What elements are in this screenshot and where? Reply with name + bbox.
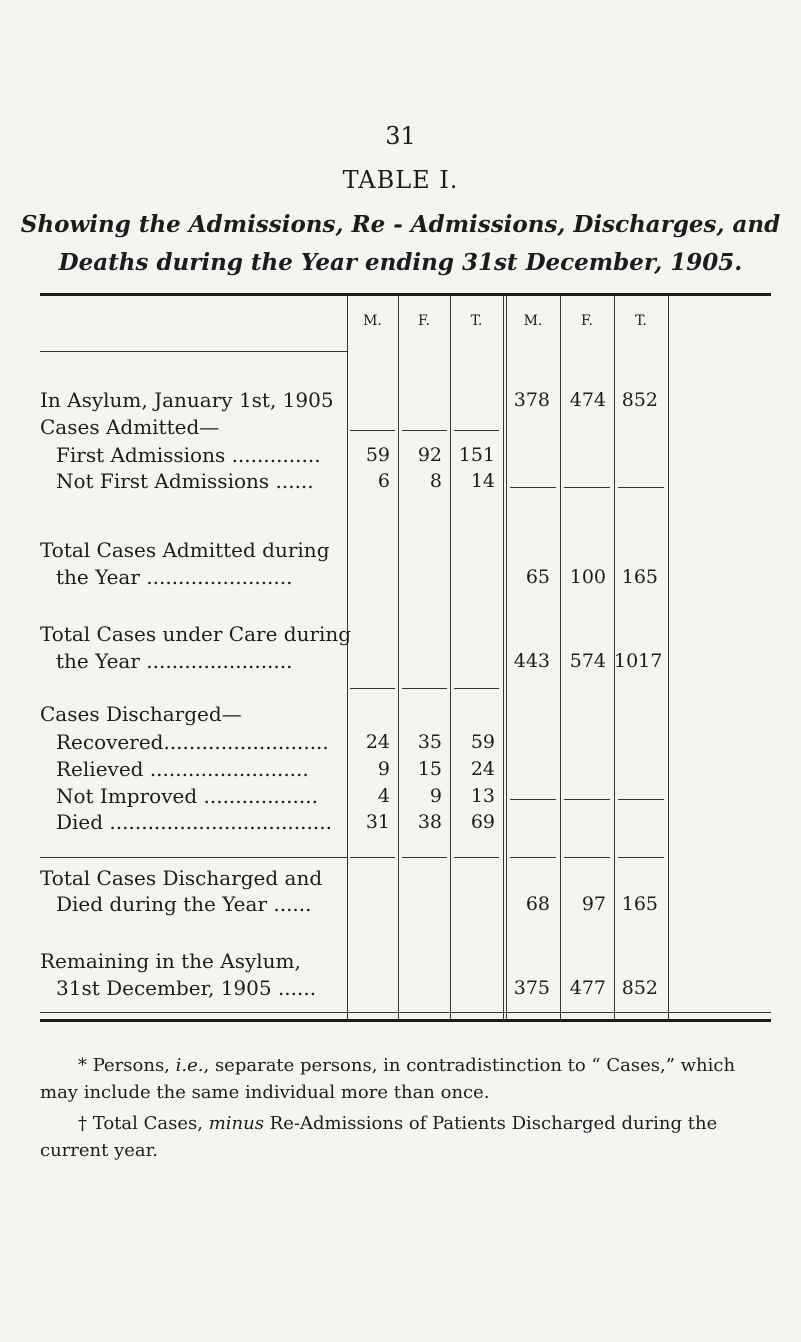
cell-in-asylum-m: 378 bbox=[513, 389, 550, 411]
cell-in-asylum-t: 852 bbox=[621, 389, 658, 411]
cell-relieved-m: 9 bbox=[377, 758, 390, 780]
top-rule bbox=[40, 293, 771, 296]
cell-total-discharged-m: 68 bbox=[525, 893, 550, 915]
row-label-cases-discharged: Cases Discharged— bbox=[40, 702, 242, 726]
row-label-total-admitted-2: the Year ....................... bbox=[56, 565, 293, 589]
header-f-right: F. bbox=[581, 313, 593, 329]
row-label-remaining-2: 31st December, 1905 ...... bbox=[56, 976, 317, 1000]
subtotal-rule bbox=[618, 857, 664, 858]
row-label-remaining-1: Remaining in the Asylum, bbox=[40, 949, 301, 973]
col-divider bbox=[347, 296, 348, 1019]
cell-recovered-t: 59 bbox=[470, 731, 495, 753]
subtotal-rule bbox=[510, 487, 556, 488]
cell-in-asylum-f: 474 bbox=[569, 389, 606, 411]
cell-total-admitted-m: 65 bbox=[525, 566, 550, 588]
cell-not-improved-m: 4 bbox=[377, 785, 390, 807]
subtitle-line-2: Deaths during the Year ending 31st December, 1905. bbox=[58, 249, 743, 276]
cell-died-f: 38 bbox=[417, 811, 442, 833]
subtotal-rule bbox=[402, 688, 447, 689]
cell-total-discharged-t: 165 bbox=[621, 893, 658, 915]
subtotal-rule bbox=[618, 799, 664, 800]
bottom-rule bbox=[40, 1019, 771, 1022]
subtotal-rule bbox=[402, 430, 447, 431]
cell-first-admissions-t: 151 bbox=[458, 444, 495, 466]
header-t-left: T. bbox=[470, 313, 483, 329]
cell-remaining-t: 852 bbox=[621, 977, 658, 999]
header-m-left: M. bbox=[363, 313, 382, 329]
cell-recovered-f: 35 bbox=[417, 731, 442, 753]
subtotal-rule bbox=[564, 857, 610, 858]
row-label-total-admitted-1: Total Cases Admitted during bbox=[40, 538, 330, 562]
cell-relieved-f: 15 bbox=[417, 758, 442, 780]
subtotal-rule bbox=[454, 857, 499, 858]
row-label-recovered: Recovered.......................... bbox=[56, 730, 329, 754]
table-subtitle bbox=[0, 206, 801, 282]
cell-remaining-m: 375 bbox=[513, 977, 550, 999]
subtotal-rule bbox=[510, 799, 556, 800]
cell-recovered-m: 24 bbox=[365, 731, 390, 753]
subtotal-rule bbox=[350, 688, 395, 689]
row-label-total-discharged-1: Total Cases Discharged and bbox=[40, 866, 323, 890]
subtotal-rule bbox=[564, 487, 610, 488]
cell-total-admitted-f: 100 bbox=[569, 566, 606, 588]
section-rule bbox=[40, 857, 347, 858]
cell-not-improved-f: 9 bbox=[429, 785, 442, 807]
subtotal-rule bbox=[564, 799, 610, 800]
header-f-left: F. bbox=[418, 313, 430, 329]
cell-total-admitted-t: 165 bbox=[621, 566, 658, 588]
cell-not-first-t: 14 bbox=[470, 470, 495, 492]
cell-total-care-m: 443 bbox=[513, 650, 550, 672]
cell-total-care-f: 574 bbox=[569, 650, 606, 672]
cell-died-t: 69 bbox=[470, 811, 495, 833]
section-rule-lower bbox=[40, 1012, 771, 1013]
col-divider bbox=[398, 296, 399, 1019]
cell-total-care-t: 1017 bbox=[614, 650, 663, 672]
row-label-total-care-1: Total Cases under Care during bbox=[40, 622, 352, 646]
table-title: TABLE I. bbox=[342, 166, 459, 194]
row-label-total-discharged-2: Died during the Year ...... bbox=[56, 892, 312, 916]
row-label-relieved: Relieved ......................... bbox=[56, 757, 309, 781]
cell-total-discharged-f: 97 bbox=[581, 893, 606, 915]
subtotal-rule bbox=[510, 857, 556, 858]
row-label-cases-admitted: Cases Admitted— bbox=[40, 415, 220, 439]
row-label-died: Died ................................... bbox=[56, 810, 332, 834]
subtotal-rule bbox=[454, 430, 499, 431]
cell-relieved-t: 24 bbox=[470, 758, 495, 780]
cell-first-admissions-f: 92 bbox=[417, 444, 442, 466]
header-m-right: M. bbox=[523, 313, 543, 329]
cell-first-admissions-m: 59 bbox=[365, 444, 390, 466]
col-divider bbox=[503, 296, 504, 1019]
row-label-total-care-2: the Year ....................... bbox=[56, 649, 293, 673]
page-number: 31 bbox=[385, 122, 416, 150]
subtitle-line-1: Showing the Admissions, Re - Admissions, Discharges, and bbox=[20, 211, 781, 238]
col-divider bbox=[668, 296, 669, 1019]
footnote-star: * Persons, i.e., separate persons, in contradistinction to “ Cases,” which may include the same individual more than once. bbox=[40, 1055, 736, 1103]
row-label-not-improved: Not Improved .................. bbox=[56, 784, 318, 808]
cell-remaining-f: 477 bbox=[569, 977, 606, 999]
cell-not-first-m: 6 bbox=[377, 470, 390, 492]
header-rule bbox=[40, 351, 347, 352]
cell-not-improved-t: 13 bbox=[470, 785, 495, 807]
subtotal-rule bbox=[350, 857, 395, 858]
subtotal-rule bbox=[350, 430, 395, 431]
col-divider bbox=[450, 296, 451, 1019]
row-label-in-asylum: In Asylum, January 1st, 1905 bbox=[40, 388, 334, 412]
subtotal-rule bbox=[402, 857, 447, 858]
footnote-dagger: † Total Cases, minus Re-Admissions of Patients Discharged during the current year. bbox=[40, 1113, 718, 1161]
cell-not-first-f: 8 bbox=[429, 470, 442, 492]
subtotal-rule bbox=[454, 688, 499, 689]
row-label-first-admissions: First Admissions .............. bbox=[56, 443, 321, 467]
subtotal-rule bbox=[618, 487, 664, 488]
header-t-right: T. bbox=[635, 313, 647, 329]
row-label-not-first-admissions: Not First Admissions ...... bbox=[56, 469, 314, 493]
cell-died-m: 31 bbox=[365, 811, 390, 833]
